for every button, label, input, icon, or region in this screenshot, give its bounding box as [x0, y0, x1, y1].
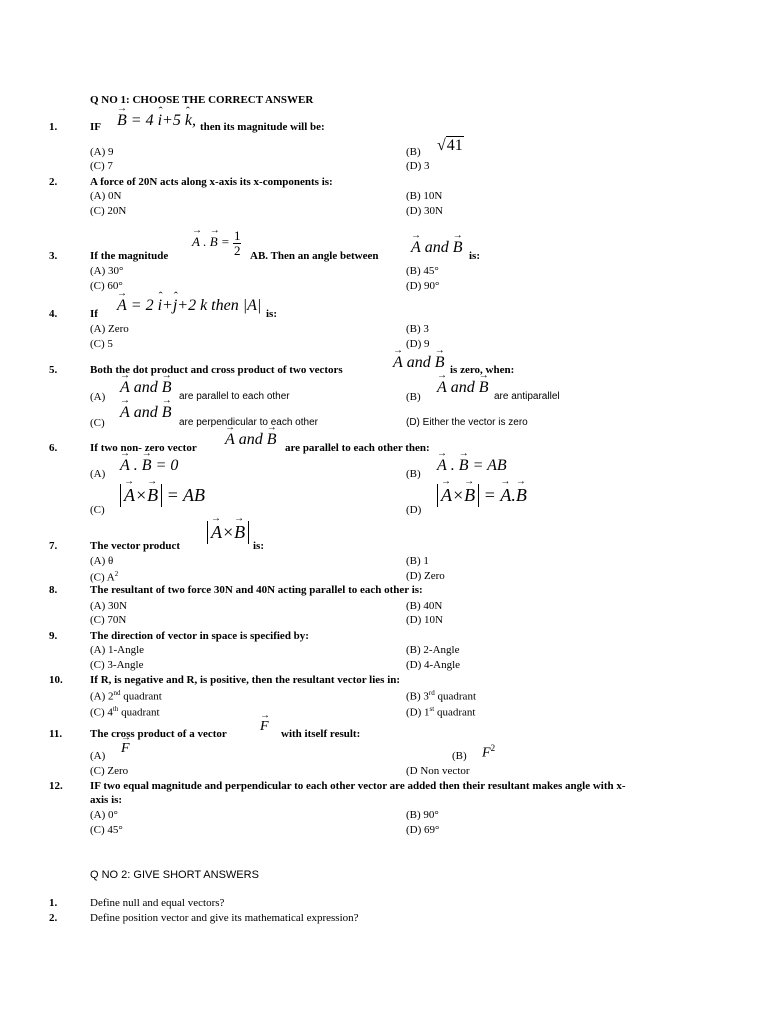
section-heading-q1: Q NO 1: CHOOSE THE CORRECT ANSWER: [90, 94, 314, 106]
option-d[interactable]: (D) Either the vector is zero: [406, 417, 528, 428]
option-a[interactable]: (A) 30N: [90, 600, 127, 612]
question-text: is:: [266, 308, 277, 320]
option-c[interactable]: (C) 5: [90, 338, 113, 350]
question-text: If R, is negative and R, is positive, then the resultant vector lies in:: [90, 674, 401, 686]
question-number: 12.: [49, 780, 63, 792]
option-c[interactable]: (C) 3-Angle: [90, 659, 144, 671]
math-expression: → A×→ B = AB: [120, 484, 205, 507]
option-b[interactable]: (B): [406, 391, 421, 403]
option-a[interactable]: (A): [90, 391, 106, 403]
option-b[interactable]: (B) 1: [406, 555, 429, 567]
option-d[interactable]: (D): [406, 504, 422, 516]
option-b[interactable]: (B) 3rd quadrant: [406, 689, 476, 703]
math-expression: → A . → B = $\frac{1}{2}$: [192, 229, 241, 257]
math-expression: → A . → B = 0: [120, 458, 178, 474]
question-text: A force of 20N acts along x-axis its x-components is:: [90, 176, 333, 188]
math-expression: → A and → B: [120, 405, 172, 421]
math-expression: → F: [121, 742, 130, 756]
short-question: Define null and equal vectors?: [90, 897, 225, 909]
question-number: 6.: [49, 442, 58, 454]
option-a[interactable]: (A) 2nd quadrant: [90, 689, 162, 703]
question-text: Both the dot product and cross product of two vectors: [90, 364, 343, 376]
question-text: The cross product of a vector: [90, 728, 227, 740]
option-c[interactable]: (C) 4th quadrant: [90, 705, 160, 719]
option-c[interactable]: (C): [90, 417, 105, 429]
option-text: are antiparallel: [494, 391, 560, 402]
question-text: is zero, when:: [450, 364, 515, 376]
sqrt-expression: √41: [437, 137, 463, 154]
question-text: is:: [253, 540, 264, 552]
option-c[interactable]: (C) 7: [90, 160, 113, 172]
question-text: is:: [469, 250, 480, 262]
question-text: are parallel to each other then:: [285, 442, 430, 454]
option-a[interactable]: (A): [90, 750, 106, 762]
question-text: If two non- zero vector: [90, 442, 197, 454]
question-number: 5.: [49, 364, 58, 376]
question-number: 1.: [49, 897, 58, 909]
question-text: IF two equal magnitude and perpendicular to each other vector are added then their resultant makes angle with x-: [90, 780, 626, 792]
option-text: are perpendicular to each other: [179, 417, 318, 428]
math-expression: $F^2$: [482, 743, 496, 761]
question-text: IF: [90, 121, 101, 133]
question-number: 2.: [49, 176, 58, 188]
option-a[interactable]: (A) 30°: [90, 265, 124, 277]
option-d[interactable]: (D) 90°: [406, 280, 440, 292]
question-text: axis is:: [90, 794, 123, 806]
short-question: Define position vector and give its mathematical expression?: [90, 912, 359, 924]
section-heading-q2: Q NO 2: GIVE SHORT ANSWERS: [90, 869, 259, 881]
question-text: then its magnitude will be:: [200, 121, 325, 133]
option-c[interactable]: (C) 70N: [90, 614, 127, 626]
option-b[interactable]: (B) 45°: [406, 265, 439, 277]
question-text: with itself result:: [281, 728, 361, 740]
question-text: The vector product: [90, 540, 181, 552]
question-number: 9.: [49, 630, 58, 642]
math-expression: → A and → B: [411, 240, 463, 256]
option-a[interactable]: (A) 0°: [90, 809, 118, 821]
option-a[interactable]: (A): [90, 468, 106, 480]
question-number: 7.: [49, 540, 58, 552]
option-d[interactable]: (D) 69°: [406, 824, 440, 836]
question-text: The resultant of two force 30N and 40N acting parallel to each other is:: [90, 584, 423, 596]
option-b[interactable]: (B) 3: [406, 323, 429, 335]
question-number: 2.: [49, 912, 58, 924]
option-d[interactable]: (D Non vector: [406, 765, 470, 777]
math-expression: → A×→ B = → A.→ B: [437, 484, 527, 507]
option-c[interactable]: (C) 45°: [90, 824, 123, 836]
question-number: 11.: [49, 728, 63, 740]
question-text: If: [90, 308, 98, 320]
question-text: The direction of vector in space is specified by:: [90, 630, 309, 642]
question-text: If the magnitude: [90, 250, 169, 262]
question-number: 4.: [49, 308, 58, 320]
question-text: AB. Then an angle between: [250, 250, 379, 262]
option-d[interactable]: (D) 3: [406, 160, 430, 172]
math-expression: → A = 2 ˆ i+ˆ j+2 k then |A|: [117, 298, 261, 314]
option-a[interactable]: (A) 1-Angle: [90, 644, 145, 656]
option-b[interactable]: (B): [406, 146, 421, 158]
option-d[interactable]: (D) 4-Angle: [406, 659, 461, 671]
option-b[interactable]: (B): [406, 468, 421, 480]
option-b[interactable]: (B) 90°: [406, 809, 439, 821]
option-c[interactable]: (C) 20N: [90, 205, 127, 217]
option-d[interactable]: (D) 30N: [406, 205, 443, 217]
option-d[interactable]: (D) 1st quadrant: [406, 705, 476, 719]
option-d[interactable]: (D) 10N: [406, 614, 443, 626]
option-d[interactable]: (D) 9: [406, 338, 430, 350]
option-a[interactable]: (A) 9: [90, 146, 114, 158]
option-c[interactable]: (C) 60°: [90, 280, 123, 292]
math-expression: → A×→ B: [207, 521, 249, 544]
math-expression: → A . → B = AB: [437, 458, 507, 474]
option-a[interactable]: (A) Zero: [90, 323, 129, 335]
option-c[interactable]: (C) Zero: [90, 765, 129, 777]
option-d[interactable]: (D) Zero: [406, 570, 445, 582]
option-b[interactable]: (B) 40N: [406, 600, 443, 612]
question-number: 10.: [49, 674, 63, 686]
question-number: 1.: [49, 121, 58, 133]
option-c[interactable]: (C) $A^2$: [90, 570, 119, 584]
option-c[interactable]: (C): [90, 504, 105, 516]
question-number: 3.: [49, 250, 58, 262]
math-expression: → A and → B: [225, 432, 277, 448]
question-number: 8.: [49, 584, 58, 596]
math-expression: → A and → B: [393, 355, 445, 371]
option-b[interactable]: (B): [452, 750, 467, 762]
math-expression: → A and → B: [120, 380, 172, 396]
option-b[interactable]: (B) 10N: [406, 190, 443, 202]
math-expression: → F: [260, 720, 269, 734]
option-b[interactable]: (B) 2-Angle: [406, 644, 460, 656]
math-expression: → A and → B: [437, 380, 489, 396]
option-a[interactable]: (A) θ: [90, 555, 114, 567]
option-text: are parallel to each other: [179, 391, 290, 402]
option-a[interactable]: (A) 0N: [90, 190, 122, 202]
math-expression: → B = 4 ˆ i+5 ˆ k,: [117, 113, 196, 129]
